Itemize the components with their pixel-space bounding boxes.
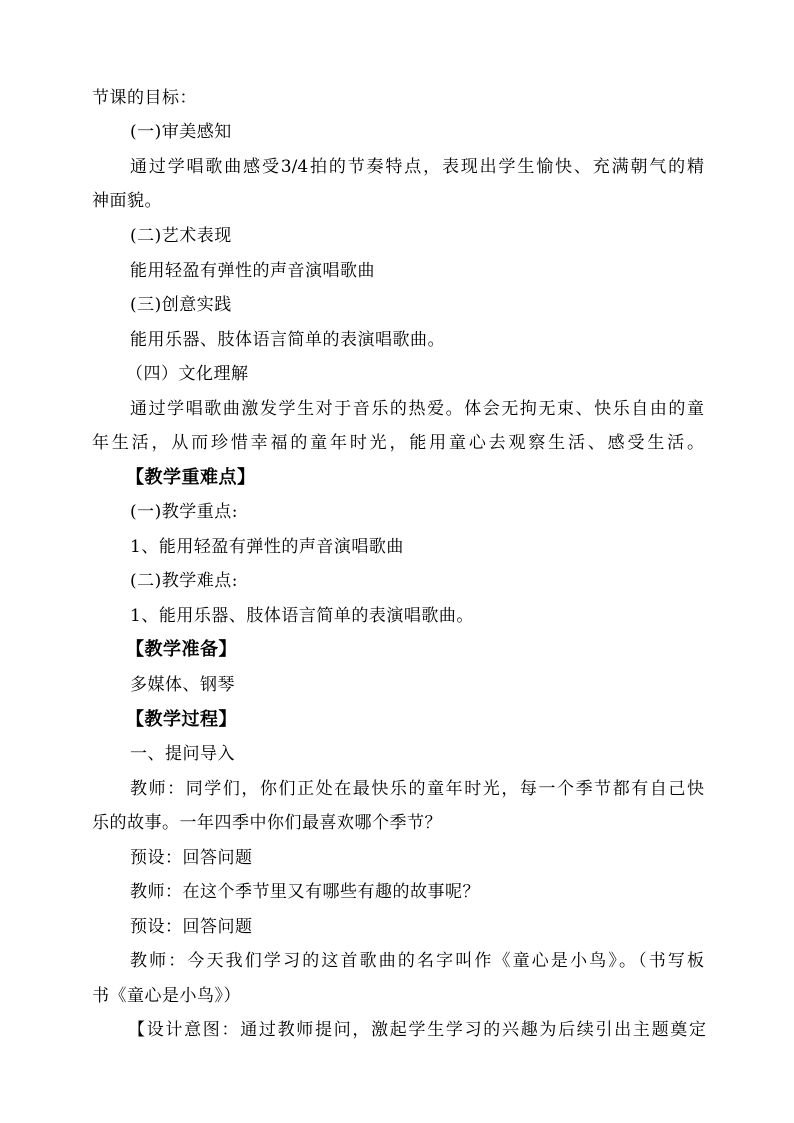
text-line-goals-intro: 节课的目标： — [92, 88, 197, 108]
text-line: 书《童心是小鸟》） — [92, 986, 241, 1006]
text-line: 能用乐器、肢体语言简单的表演唱歌曲。 — [130, 330, 445, 350]
section-creative-practice: (三)创意实践 — [130, 295, 232, 315]
text-line: 预设：回答问题 — [130, 917, 253, 937]
subheading-question-intro: 一、提问导入 — [130, 744, 235, 764]
text-line: 多媒体、钢琴 — [130, 675, 235, 695]
subheading-difficult-points: (二)教学难点: — [130, 571, 238, 591]
text-line: 通过学唱歌曲激发学生对于音乐的热爱。体会无拘无束、快乐自由的童 — [130, 399, 704, 419]
text-line: 教师：今天我们学习的这首歌曲的名字叫作《童心是小鸟》。（书写板 — [130, 951, 704, 971]
text-line: 1、能用乐器、肢体语言简单的表演唱歌曲。 — [130, 606, 474, 626]
subheading-key-points: (一)教学重点: — [130, 502, 238, 522]
heading-teaching-process: 【教学过程】 — [126, 709, 237, 730]
text-line: 年生活，从而珍惜幸福的童年时光，能用童心去观察生活、感受生活。 — [92, 433, 704, 453]
section-cultural-understanding: （四）文化理解 — [126, 364, 249, 384]
text-line: 能用轻盈有弹性的声音演唱歌曲 — [130, 261, 375, 281]
text-line: 乐的故事。一年四季中你们最喜欢哪个季节？ — [92, 813, 442, 833]
text-line: 1、能用轻盈有弹性的声音演唱歌曲 — [130, 537, 404, 557]
section-aesthetic-perception: (一)审美感知 — [130, 122, 232, 142]
text-line: 神面貌。 — [92, 191, 162, 211]
text-line: 教师：同学们，你们正处在最快乐的童年时光，每一个季节都有自己快 — [130, 779, 704, 799]
text-line: 通过学唱歌曲感受3/4拍的节奏特点，表现出学生愉快、充满朝气的精 — [130, 157, 704, 177]
text-line-design-intent: 【设计意图：通过教师提问，激起学生学习的兴趣为后续引出主题奠定 — [128, 1020, 706, 1040]
text-line: 教师：在这个季节里又有哪些有趣的故事呢？ — [130, 882, 480, 902]
text-line: 预设：回答问题 — [130, 848, 253, 868]
heading-key-difficult-points: 【教学重难点】 — [126, 467, 256, 488]
heading-teaching-preparation: 【教学准备】 — [126, 639, 237, 660]
section-art-expression: (二)艺术表现 — [130, 226, 232, 246]
